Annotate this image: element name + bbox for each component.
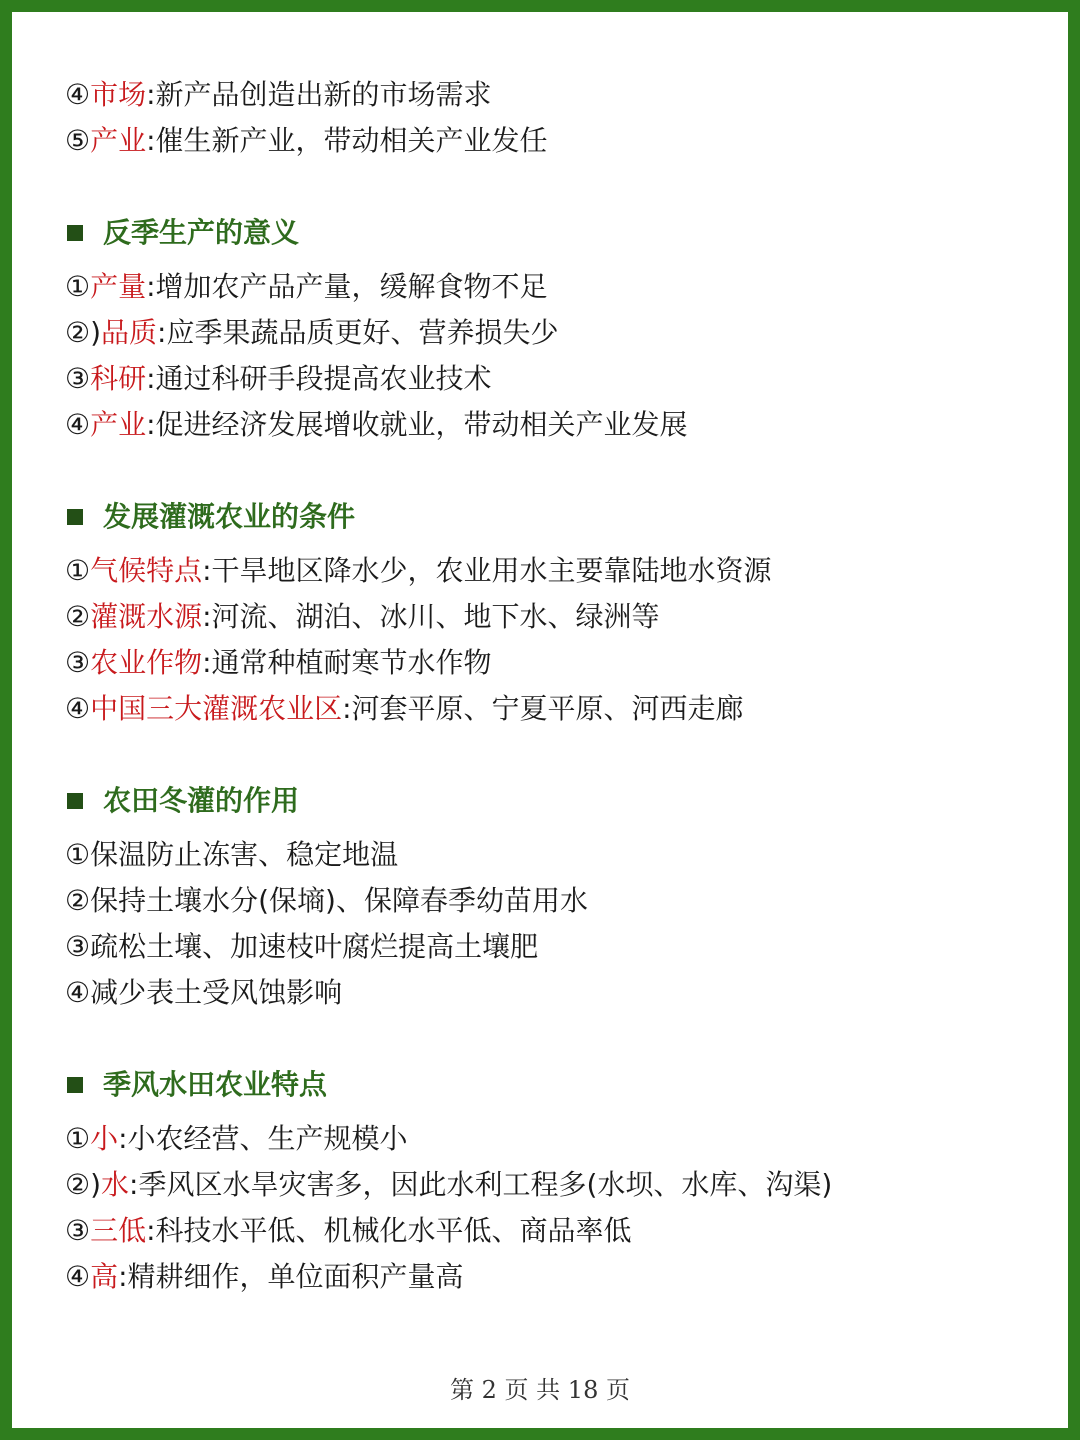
item-keyword: 市场 bbox=[90, 78, 147, 111]
item-text: :催生新产业，带动相关产业发任 bbox=[146, 124, 548, 157]
item-text: :通常种植耐寒节水作物 bbox=[202, 646, 492, 679]
item-number: ③ bbox=[65, 1214, 91, 1247]
item-number: ① bbox=[65, 838, 91, 871]
item-number: ① bbox=[65, 554, 91, 587]
item-keyword: 气候特点 bbox=[90, 554, 203, 587]
list-item bbox=[65, 640, 1028, 686]
item-number: ③ bbox=[65, 646, 91, 679]
section bbox=[65, 210, 1028, 448]
item-number: ③ bbox=[65, 930, 91, 963]
section-heading bbox=[65, 494, 1028, 540]
list-item bbox=[65, 548, 1028, 594]
list-item bbox=[65, 970, 1028, 1016]
item-number: ②) bbox=[65, 1168, 102, 1201]
item-text: :河流、湖泊、冰川、地下水、绿洲等 bbox=[202, 600, 660, 633]
section-title: 发展灌溉农业的条件 bbox=[103, 500, 356, 533]
square-bullet-icon bbox=[67, 509, 83, 525]
list-item bbox=[65, 118, 1028, 164]
page-footer: 第 2 页 共 18 页 bbox=[450, 1376, 630, 1404]
section-title: 农田冬灌的作用 bbox=[103, 784, 300, 817]
item-text: :小农经营、生产规模小 bbox=[118, 1122, 408, 1155]
item-keyword: 高 bbox=[90, 1260, 119, 1293]
section-heading bbox=[65, 1062, 1028, 1108]
item-text: :季风区水旱灾害多，因此水利工程多(水坝、水库、沟渠) bbox=[129, 1168, 833, 1201]
list-item bbox=[65, 402, 1028, 448]
square-bullet-icon bbox=[67, 225, 83, 241]
item-text: 减少表土受风蚀影响 bbox=[90, 976, 343, 1009]
document-page bbox=[12, 12, 1068, 1428]
list-item bbox=[65, 1162, 1028, 1208]
item-keyword: 三低 bbox=[90, 1214, 147, 1247]
document-content bbox=[65, 72, 1028, 1300]
item-text: :应季果蔬品质更好、营养损失少 bbox=[157, 316, 559, 349]
item-text: 疏松土壤、加速枝叶腐烂提高土壤肥 bbox=[90, 930, 539, 963]
item-text: :科技水平低、机械化水平低、商品率低 bbox=[146, 1214, 632, 1247]
item-text: :新产品创造出新的市场需求 bbox=[146, 78, 492, 111]
list-item bbox=[65, 594, 1028, 640]
section-heading bbox=[65, 778, 1028, 824]
item-text: 保温防止冻害、稳定地温 bbox=[90, 838, 399, 871]
item-keyword: 科研 bbox=[90, 362, 147, 395]
item-number: ④ bbox=[65, 78, 91, 111]
list-item bbox=[65, 72, 1028, 118]
list-item bbox=[65, 924, 1028, 970]
intro-list bbox=[65, 72, 1028, 164]
section bbox=[65, 778, 1028, 1016]
item-number: ④ bbox=[65, 1260, 91, 1293]
item-number: ② bbox=[65, 884, 91, 917]
item-number: ① bbox=[65, 1122, 91, 1155]
list-item bbox=[65, 356, 1028, 402]
list-item bbox=[65, 878, 1028, 924]
item-text: 保持土壤水分(保墒)、保障春季幼苗用水 bbox=[90, 884, 588, 917]
item-keyword: 中国三大灌溉农业区 bbox=[90, 692, 343, 725]
section-title: 季风水田农业特点 bbox=[103, 1068, 328, 1101]
item-text: :增加农产品产量，缓解食物不足 bbox=[146, 270, 548, 303]
item-keyword: 农业作物 bbox=[90, 646, 203, 679]
section-title: 反季生产的意义 bbox=[103, 216, 300, 249]
item-number: ② bbox=[65, 600, 91, 633]
list-item bbox=[65, 310, 1028, 356]
item-keyword: 产量 bbox=[90, 270, 147, 303]
item-keyword: 产业 bbox=[90, 124, 147, 157]
square-bullet-icon bbox=[67, 793, 83, 809]
item-text: :河套平原、宁夏平原、河西走廊 bbox=[342, 692, 744, 725]
list-item bbox=[65, 1116, 1028, 1162]
item-number: ⑤ bbox=[65, 124, 91, 157]
sections-container bbox=[65, 210, 1028, 1300]
item-keyword: 品质 bbox=[101, 316, 158, 349]
item-keyword: 小 bbox=[90, 1122, 119, 1155]
list-item bbox=[65, 832, 1028, 878]
item-text: :促进经济发展增收就业，带动相关产业发展 bbox=[146, 408, 688, 441]
section-heading bbox=[65, 210, 1028, 256]
item-number: ③ bbox=[65, 362, 91, 395]
section bbox=[65, 494, 1028, 732]
item-number: ① bbox=[65, 270, 91, 303]
item-text: :精耕细作，单位面积产量高 bbox=[118, 1260, 464, 1293]
list-item bbox=[65, 686, 1028, 732]
list-item bbox=[65, 264, 1028, 310]
item-text: :通过科研手段提高农业技术 bbox=[146, 362, 492, 395]
item-keyword: 产业 bbox=[90, 408, 147, 441]
item-keyword: 灌溉水源 bbox=[90, 600, 203, 633]
item-number: ④ bbox=[65, 408, 91, 441]
item-text: :干旱地区降水少，农业用水主要靠陆地水资源 bbox=[202, 554, 772, 587]
square-bullet-icon bbox=[67, 1077, 83, 1093]
item-number: ④ bbox=[65, 976, 91, 1009]
item-number: ②) bbox=[65, 316, 102, 349]
list-item bbox=[65, 1208, 1028, 1254]
item-number: ④ bbox=[65, 692, 91, 725]
section bbox=[65, 1062, 1028, 1300]
list-item bbox=[65, 1254, 1028, 1300]
item-keyword: 水 bbox=[101, 1168, 130, 1201]
